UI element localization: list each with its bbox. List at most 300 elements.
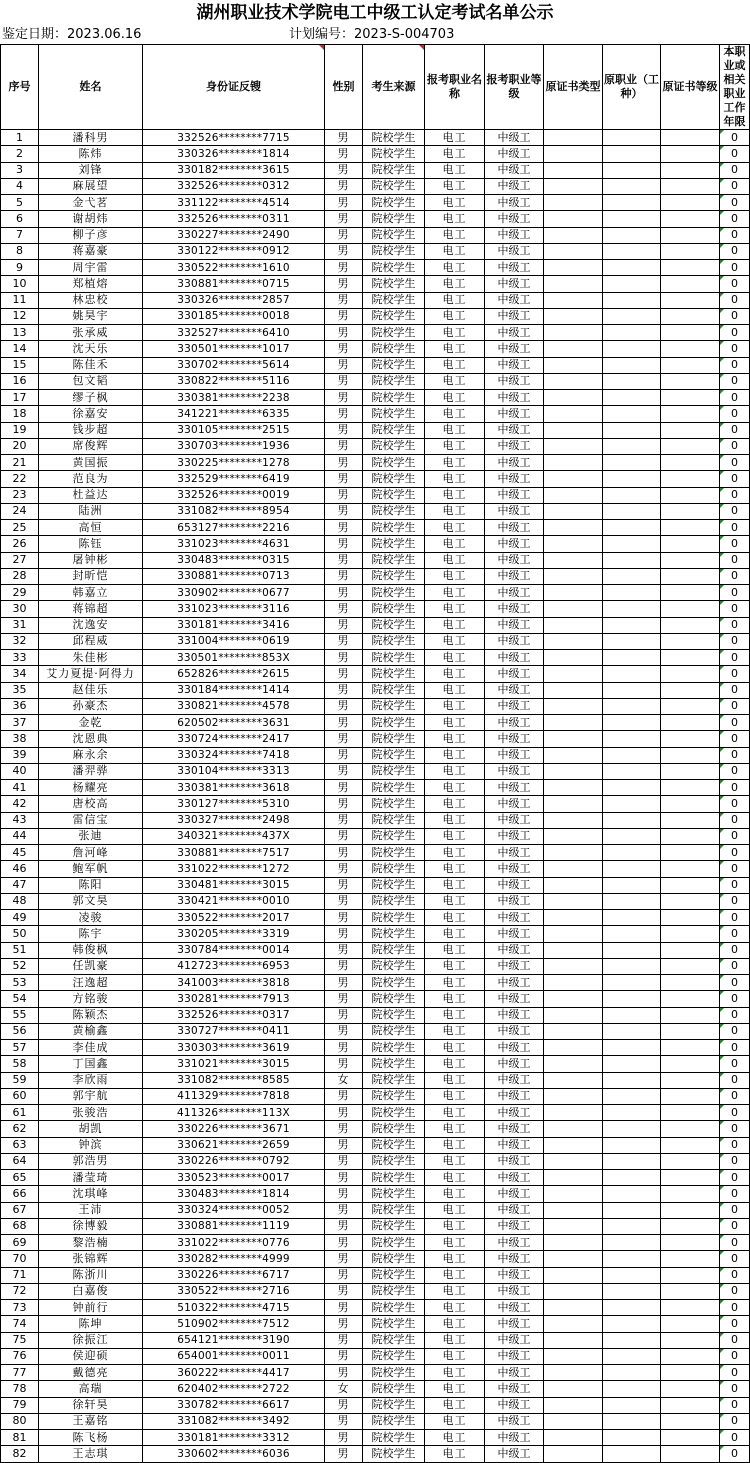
cell-occ: 电工 <box>425 1153 485 1169</box>
cell-id: 360222********4417 <box>143 1365 325 1381</box>
table-row <box>1 552 750 568</box>
cell-occ: 电工 <box>425 195 485 211</box>
cell-orig-level <box>661 812 720 828</box>
cell-gender: 男 <box>325 747 363 763</box>
cell-years: 0 <box>720 292 750 308</box>
cell-orig-occ <box>603 552 661 568</box>
table-row <box>1 893 750 909</box>
cell-orig-cert <box>544 146 603 162</box>
cell-id: 330226********6717 <box>143 1267 325 1283</box>
cell-orig-occ <box>603 243 661 259</box>
table-row <box>1 211 750 227</box>
header-name: 姓名 <box>39 45 143 130</box>
cell-years: 0 <box>720 211 750 227</box>
cell-orig-level <box>661 796 720 812</box>
cell-source: 院校学生 <box>363 617 425 633</box>
cell-level: 中级工 <box>485 1218 544 1234</box>
cell-id: 331122********4514 <box>143 195 325 211</box>
cell-id: 332529********6419 <box>143 471 325 487</box>
cell-seq: 52 <box>1 958 39 974</box>
cell-name: 唐校高 <box>39 796 143 812</box>
cell-level: 中级工 <box>485 715 544 731</box>
cell-seq: 59 <box>1 1072 39 1088</box>
cell-gender: 男 <box>325 325 363 341</box>
cell-seq: 67 <box>1 1202 39 1218</box>
cell-gender: 男 <box>325 1397 363 1413</box>
cell-orig-level <box>661 1235 720 1251</box>
cell-level: 中级工 <box>485 1170 544 1186</box>
table-row <box>1 292 750 308</box>
cell-occ: 电工 <box>425 763 485 779</box>
cell-orig-occ <box>603 942 661 958</box>
cell-orig-cert <box>544 731 603 747</box>
cell-level: 中级工 <box>485 146 544 162</box>
cell-gender: 男 <box>325 1186 363 1202</box>
cell-orig-occ <box>603 1153 661 1169</box>
cell-orig-occ <box>603 1283 661 1299</box>
cell-occ: 电工 <box>425 1316 485 1332</box>
cell-id: 654121********3190 <box>143 1332 325 1348</box>
cell-occ: 电工 <box>425 455 485 471</box>
table-row <box>1 682 750 698</box>
cell-occ: 电工 <box>425 146 485 162</box>
cell-source: 院校学生 <box>363 1202 425 1218</box>
cell-name: 席俊辉 <box>39 438 143 454</box>
cell-source: 院校学生 <box>363 682 425 698</box>
header-gender: 性别 <box>325 45 363 130</box>
cell-seq: 68 <box>1 1218 39 1234</box>
cell-years: 0 <box>720 1300 750 1316</box>
table-row <box>1 731 750 747</box>
cell-orig-occ <box>603 227 661 243</box>
cell-source: 院校学生 <box>363 536 425 552</box>
cell-id: 330181********3416 <box>143 617 325 633</box>
cell-source: 院校学生 <box>363 390 425 406</box>
cell-source: 院校学生 <box>363 812 425 828</box>
cell-years: 0 <box>720 650 750 666</box>
cell-occ: 电工 <box>425 1137 485 1153</box>
table-row <box>1 1267 750 1283</box>
cell-source: 院校学生 <box>363 796 425 812</box>
cell-source: 院校学生 <box>363 1413 425 1429</box>
cell-level: 中级工 <box>485 617 544 633</box>
cell-years: 0 <box>720 1430 750 1446</box>
cell-level: 中级工 <box>485 455 544 471</box>
cell-id: 330621********2659 <box>143 1137 325 1153</box>
cell-orig-cert <box>544 1023 603 1039</box>
cell-orig-occ <box>603 845 661 861</box>
cell-name: 陈宇 <box>39 926 143 942</box>
cell-source: 院校学生 <box>363 455 425 471</box>
cell-seq: 42 <box>1 796 39 812</box>
cell-level: 中级工 <box>485 682 544 698</box>
cell-years: 0 <box>720 731 750 747</box>
cell-orig-cert <box>544 650 603 666</box>
cell-orig-cert <box>544 1056 603 1072</box>
cell-name: 黄榆鑫 <box>39 1023 143 1039</box>
cell-gender: 男 <box>325 715 363 731</box>
cell-name: 郭宇航 <box>39 1088 143 1104</box>
cell-years: 0 <box>720 1153 750 1169</box>
cell-occ: 电工 <box>425 211 485 227</box>
cell-years: 0 <box>720 1121 750 1137</box>
cell-seq: 17 <box>1 390 39 406</box>
cell-gender: 男 <box>325 308 363 324</box>
cell-orig-occ <box>603 601 661 617</box>
table-row <box>1 422 750 438</box>
cell-orig-occ <box>603 1218 661 1234</box>
cell-gender: 男 <box>325 146 363 162</box>
cell-orig-occ <box>603 1040 661 1056</box>
table-row <box>1 276 750 292</box>
cell-id: 331082********8954 <box>143 503 325 519</box>
cell-orig-cert <box>544 243 603 259</box>
cell-gender: 男 <box>325 763 363 779</box>
cell-seq: 3 <box>1 162 39 178</box>
cell-orig-level <box>661 1300 720 1316</box>
cell-orig-level <box>661 1316 720 1332</box>
cell-orig-occ <box>603 471 661 487</box>
cell-orig-level <box>661 406 720 422</box>
cell-seq: 4 <box>1 178 39 194</box>
cell-years: 0 <box>720 682 750 698</box>
cell-years: 0 <box>720 698 750 714</box>
cell-seq: 40 <box>1 763 39 779</box>
header-seq: 序号 <box>1 45 39 130</box>
cell-id: 330381********2238 <box>143 390 325 406</box>
cell-name: 丁国鑫 <box>39 1056 143 1072</box>
table-row <box>1 1300 750 1316</box>
cell-id: 330226********3671 <box>143 1121 325 1137</box>
cell-id: 330281********7913 <box>143 991 325 1007</box>
cell-orig-level <box>661 438 720 454</box>
table-row <box>1 341 750 357</box>
cell-occ: 电工 <box>425 1007 485 1023</box>
cell-source: 院校学生 <box>363 877 425 893</box>
cell-level: 中级工 <box>485 520 544 536</box>
cell-orig-occ <box>603 650 661 666</box>
table-row <box>1 942 750 958</box>
cell-level: 中级工 <box>485 1397 544 1413</box>
cell-occ: 电工 <box>425 666 485 682</box>
cell-occ: 电工 <box>425 341 485 357</box>
cell-level: 中级工 <box>485 731 544 747</box>
cell-seq: 23 <box>1 487 39 503</box>
cell-orig-occ <box>603 731 661 747</box>
cell-source: 院校学生 <box>363 601 425 617</box>
cell-orig-occ <box>603 991 661 1007</box>
cell-years: 0 <box>720 1023 750 1039</box>
cell-id: 330127********5310 <box>143 796 325 812</box>
cell-source: 院校学生 <box>363 1105 425 1121</box>
cell-id: 330822********5116 <box>143 373 325 389</box>
cell-years: 0 <box>720 1283 750 1299</box>
cell-id: 652826********2615 <box>143 666 325 682</box>
cell-gender: 男 <box>325 1267 363 1283</box>
cell-level: 中级工 <box>485 292 544 308</box>
cell-years: 0 <box>720 390 750 406</box>
cell-name: 高恒 <box>39 520 143 536</box>
cell-seq: 51 <box>1 942 39 958</box>
cell-seq: 28 <box>1 568 39 584</box>
cell-orig-level <box>661 633 720 649</box>
cell-occ: 电工 <box>425 991 485 1007</box>
cell-orig-cert <box>544 438 603 454</box>
cell-occ: 电工 <box>425 487 485 503</box>
cell-seq: 29 <box>1 585 39 601</box>
cell-orig-cert <box>544 471 603 487</box>
cell-orig-level <box>661 1397 720 1413</box>
cell-seq: 35 <box>1 682 39 698</box>
cell-name: 沈逸安 <box>39 617 143 633</box>
cell-orig-level <box>661 1088 720 1104</box>
cell-level: 中级工 <box>485 536 544 552</box>
cell-name: 陈佳禾 <box>39 357 143 373</box>
cell-level: 中级工 <box>485 1251 544 1267</box>
cell-orig-occ <box>603 1316 661 1332</box>
cell-orig-level <box>661 958 720 974</box>
cell-years: 0 <box>720 341 750 357</box>
cell-id: 620402********2722 <box>143 1381 325 1397</box>
cell-seq: 56 <box>1 1023 39 1039</box>
cell-orig-cert <box>544 1430 603 1446</box>
cell-seq: 80 <box>1 1413 39 1429</box>
cell-orig-cert <box>544 308 603 324</box>
cell-orig-cert <box>544 390 603 406</box>
cell-seq: 71 <box>1 1267 39 1283</box>
cell-gender: 男 <box>325 422 363 438</box>
cell-years: 0 <box>720 260 750 276</box>
cell-years: 0 <box>720 178 750 194</box>
cell-years: 0 <box>720 601 750 617</box>
cell-level: 中级工 <box>485 877 544 893</box>
cell-orig-level <box>661 1283 720 1299</box>
header-level: 报考职业等级 <box>485 45 544 130</box>
cell-occ: 电工 <box>425 893 485 909</box>
cell-name: 缪子枫 <box>39 390 143 406</box>
cell-gender: 男 <box>325 390 363 406</box>
cell-source: 院校学生 <box>363 1348 425 1364</box>
table-row <box>1 308 750 324</box>
cell-gender: 男 <box>325 1137 363 1153</box>
cell-seq: 58 <box>1 1056 39 1072</box>
cell-name: 林忠校 <box>39 292 143 308</box>
cell-source: 院校学生 <box>363 650 425 666</box>
cell-level: 中级工 <box>485 1105 544 1121</box>
cell-orig-cert <box>544 227 603 243</box>
cell-id: 330483********1814 <box>143 1186 325 1202</box>
cell-level: 中级工 <box>485 1316 544 1332</box>
cell-orig-occ <box>603 796 661 812</box>
cell-years: 0 <box>720 227 750 243</box>
cell-source: 院校学生 <box>363 130 425 146</box>
cell-occ: 电工 <box>425 1170 485 1186</box>
cell-name: 赵佳乐 <box>39 682 143 698</box>
cell-source: 院校学生 <box>363 211 425 227</box>
cell-id: 340321********437X <box>143 828 325 844</box>
cell-years: 0 <box>720 503 750 519</box>
cell-level: 中级工 <box>485 926 544 942</box>
cell-seq: 38 <box>1 731 39 747</box>
cell-source: 院校学生 <box>363 910 425 926</box>
cell-orig-occ <box>603 1056 661 1072</box>
cell-orig-level <box>661 1365 720 1381</box>
table-row <box>1 780 750 796</box>
cell-occ: 电工 <box>425 1397 485 1413</box>
cell-source: 院校学生 <box>363 828 425 844</box>
table-row <box>1 536 750 552</box>
cell-orig-cert <box>544 1040 603 1056</box>
cell-occ: 电工 <box>425 357 485 373</box>
cell-id: 330481********3015 <box>143 877 325 893</box>
cell-gender: 男 <box>325 1023 363 1039</box>
cell-level: 中级工 <box>485 585 544 601</box>
table-row <box>1 243 750 259</box>
cell-occ: 电工 <box>425 747 485 763</box>
cell-occ: 电工 <box>425 650 485 666</box>
cell-orig-level <box>661 650 720 666</box>
cell-gender: 男 <box>325 1235 363 1251</box>
cell-level: 中级工 <box>485 1430 544 1446</box>
cell-source: 院校学生 <box>363 178 425 194</box>
cell-name: 郭文昊 <box>39 893 143 909</box>
cell-level: 中级工 <box>485 633 544 649</box>
cell-years: 0 <box>720 975 750 991</box>
cell-occ: 电工 <box>425 780 485 796</box>
cell-gender: 男 <box>325 1170 363 1186</box>
cell-name: 王嘉铭 <box>39 1413 143 1429</box>
cell-id: 330205********3319 <box>143 926 325 942</box>
cell-level: 中级工 <box>485 845 544 861</box>
cell-years: 0 <box>720 1348 750 1364</box>
cell-seq: 53 <box>1 975 39 991</box>
table-row <box>1 1153 750 1169</box>
cell-name: 陈炜 <box>39 146 143 162</box>
cell-gender: 男 <box>325 991 363 1007</box>
cell-level: 中级工 <box>485 1267 544 1283</box>
cell-gender: 男 <box>325 828 363 844</box>
cell-gender: 男 <box>325 178 363 194</box>
cell-occ: 电工 <box>425 308 485 324</box>
cell-level: 中级工 <box>485 763 544 779</box>
cell-orig-level <box>661 698 720 714</box>
table-row <box>1 1170 750 1186</box>
cell-seq: 15 <box>1 357 39 373</box>
table-row <box>1 585 750 601</box>
cell-name: 李佳成 <box>39 1040 143 1056</box>
plan-number: 计划编号：2023-S-004703 <box>289 27 455 42</box>
cell-orig-level <box>661 1137 720 1153</box>
cell-occ: 电工 <box>425 552 485 568</box>
cell-id: 411329********7818 <box>143 1088 325 1104</box>
cell-gender: 男 <box>325 1202 363 1218</box>
cell-orig-level <box>661 1218 720 1234</box>
cell-gender: 男 <box>325 942 363 958</box>
cell-orig-level <box>661 1430 720 1446</box>
cell-level: 中级工 <box>485 1186 544 1202</box>
cell-years: 0 <box>720 893 750 909</box>
cell-source: 院校学生 <box>363 1088 425 1104</box>
cell-name: 朱佳彬 <box>39 650 143 666</box>
cell-seq: 61 <box>1 1105 39 1121</box>
cell-years: 0 <box>720 845 750 861</box>
cell-id: 330421********0010 <box>143 893 325 909</box>
cell-years: 0 <box>720 308 750 324</box>
cell-orig-level <box>661 617 720 633</box>
table-row <box>1 438 750 454</box>
cell-orig-occ <box>603 406 661 422</box>
cell-orig-occ <box>603 357 661 373</box>
cell-orig-level <box>661 666 720 682</box>
cell-orig-occ <box>603 1105 661 1121</box>
table-row <box>1 260 750 276</box>
cell-years: 0 <box>720 1397 750 1413</box>
table-row <box>1 455 750 471</box>
cell-source: 院校学生 <box>363 325 425 341</box>
cell-occ: 电工 <box>425 471 485 487</box>
cell-gender: 男 <box>325 617 363 633</box>
cell-source: 院校学生 <box>363 373 425 389</box>
cell-id: 330724********2417 <box>143 731 325 747</box>
cell-name: 郭浩男 <box>39 1153 143 1169</box>
table-row <box>1 796 750 812</box>
cell-orig-cert <box>544 1300 603 1316</box>
table-row <box>1 975 750 991</box>
cell-seq: 77 <box>1 1365 39 1381</box>
table-row <box>1 991 750 1007</box>
cell-id: 330181********3312 <box>143 1430 325 1446</box>
cell-orig-level <box>661 1202 720 1218</box>
cell-id: 510902********7512 <box>143 1316 325 1332</box>
cell-orig-cert <box>544 1202 603 1218</box>
cell-orig-cert <box>544 1235 603 1251</box>
cell-seq: 41 <box>1 780 39 796</box>
cell-source: 院校学生 <box>363 1446 425 1462</box>
cell-gender: 男 <box>325 601 363 617</box>
cell-occ: 电工 <box>425 243 485 259</box>
cell-orig-occ <box>603 1381 661 1397</box>
cell-orig-occ <box>603 1170 661 1186</box>
cell-seq: 81 <box>1 1430 39 1446</box>
cell-orig-occ <box>603 1235 661 1251</box>
cell-id: 331022********1272 <box>143 861 325 877</box>
cell-name: 潘科男 <box>39 130 143 146</box>
cell-orig-occ <box>603 1332 661 1348</box>
cell-seq: 69 <box>1 1235 39 1251</box>
cell-occ: 电工 <box>425 1251 485 1267</box>
cell-level: 中级工 <box>485 1023 544 1039</box>
cell-source: 院校学生 <box>363 487 425 503</box>
table-row <box>1 1283 750 1299</box>
cell-level: 中级工 <box>485 162 544 178</box>
cell-id: 330501********1017 <box>143 341 325 357</box>
cell-orig-level <box>661 195 720 211</box>
cell-source: 院校学生 <box>363 715 425 731</box>
cell-level: 中级工 <box>485 861 544 877</box>
cell-source: 院校学生 <box>363 227 425 243</box>
cell-seq: 31 <box>1 617 39 633</box>
cell-level: 中级工 <box>485 1153 544 1169</box>
cell-orig-occ <box>603 390 661 406</box>
cell-years: 0 <box>720 1170 750 1186</box>
cell-id: 330727********0411 <box>143 1023 325 1039</box>
cell-level: 中级工 <box>485 910 544 926</box>
cell-occ: 电工 <box>425 325 485 341</box>
cell-years: 0 <box>720 617 750 633</box>
cell-gender: 男 <box>325 731 363 747</box>
cell-orig-level <box>661 975 720 991</box>
cell-source: 院校学生 <box>363 1023 425 1039</box>
